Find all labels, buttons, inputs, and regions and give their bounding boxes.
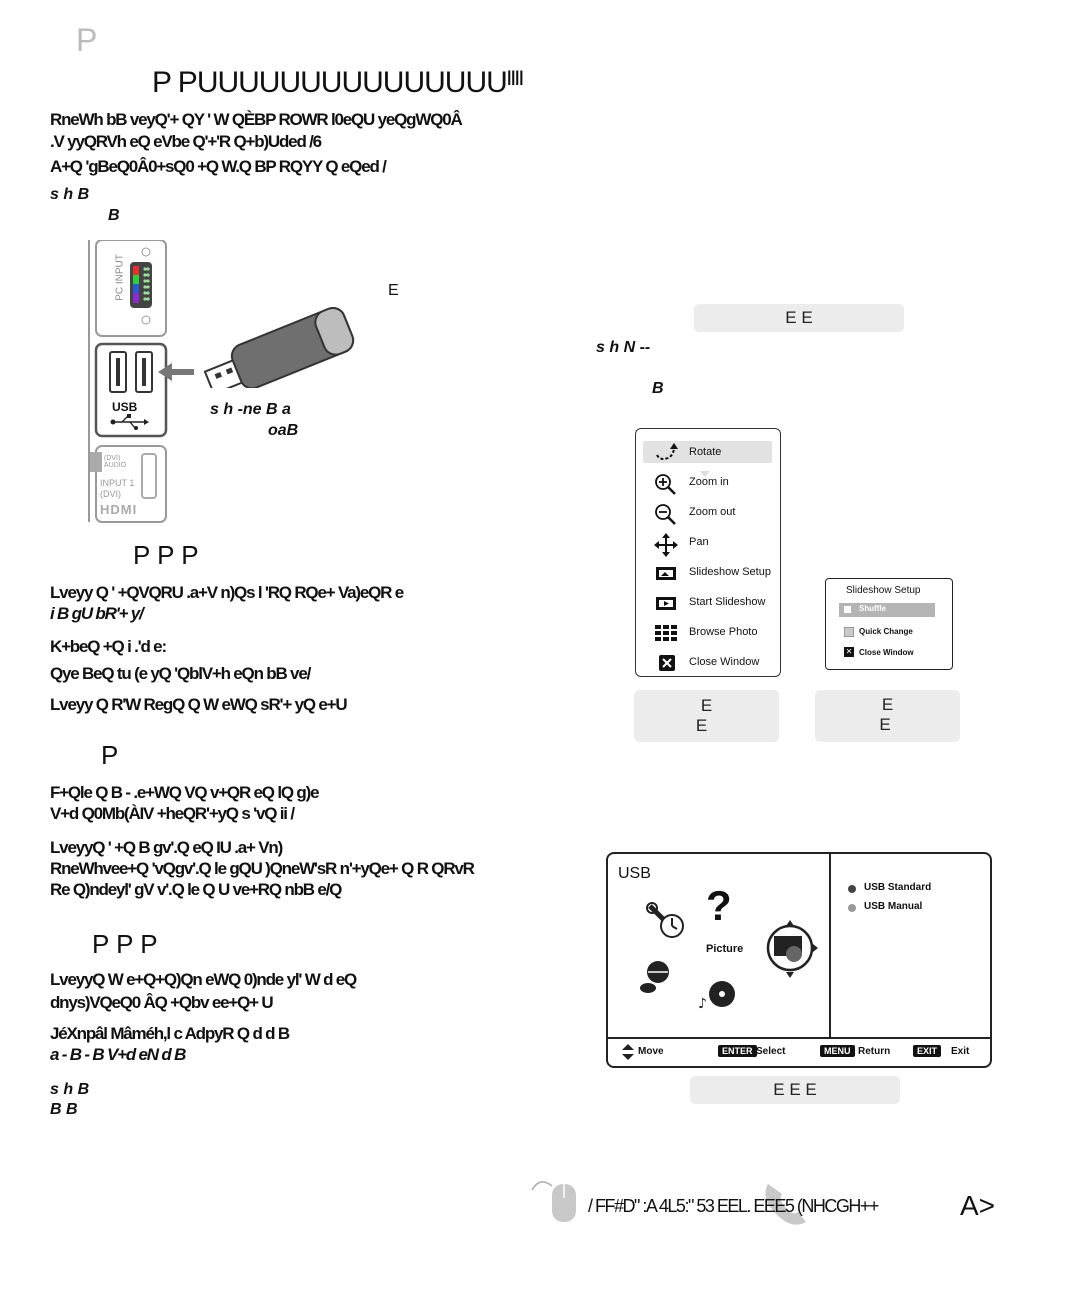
usb-screen-title: USB [618, 865, 651, 882]
usb-standard-radio-icon [848, 885, 856, 893]
caption-4-text: E E E [773, 1080, 817, 1099]
menu-label-slideshow-setup: Slideshow Setup [689, 566, 771, 578]
menu-label-rotate: Rotate [689, 446, 722, 458]
setup-close-window-option[interactable] [839, 646, 935, 660]
figure-note-1: s h -ne B a [210, 401, 291, 418]
dvi-label: (DVI) [100, 489, 121, 499]
section3-p2-line2: a - B - B V+d eN d B [50, 1045, 186, 1064]
music-icon[interactable] [698, 978, 738, 1017]
usb-standard-label: USB Standard [864, 882, 932, 893]
select-label: Select [756, 1046, 786, 1057]
menu-item-zoom-in[interactable] [644, 470, 774, 496]
caption-3-line2: E [879, 715, 891, 734]
section2-p2-line1: LveyyQ ' +Q B gv'.Q eQ IU .a+ Vn) [50, 838, 283, 857]
drive-marker: E [388, 282, 399, 299]
globe-mouse-icon[interactable] [636, 958, 674, 1001]
slideshow-setup-title: Slideshow Setup [846, 585, 921, 596]
menu-item-start-slideshow[interactable] [644, 590, 774, 616]
usb-port-label: USB [112, 400, 138, 414]
return-label: Return [858, 1046, 891, 1057]
caption-2-line2: E [695, 716, 708, 735]
section3-p1-line2: dnys)VQeQ0 ÂQ +Qbv ee+Q+ U [50, 993, 273, 1012]
shuffle-label: Shuffle [859, 604, 887, 613]
section3-p1-line1: LveyyQ W e+Q+Q)Qn eWQ 0)nde yl' W d eQ [50, 970, 357, 989]
zoom-in-icon [654, 473, 678, 493]
usb-screen-divider [829, 854, 831, 1037]
usb-manual-label: USB Manual [864, 901, 923, 912]
section1-p3: Qye BeQ tu (e yQ 'QblV+h eQn bB ve/ [50, 664, 311, 683]
section1-heading: P P P [133, 540, 199, 570]
section3-heading: P P P [92, 929, 158, 959]
pc-input-label: PC INPUT [114, 254, 126, 301]
menu-label-zoom-out: Zoom out [689, 506, 736, 518]
caption-box-4 [690, 1076, 900, 1104]
setup-close-label: Close Window [859, 648, 914, 657]
menu-label-close-window: Close Window [689, 656, 760, 668]
section1-p1-line2: i B gU bR'+ y/ [50, 604, 143, 623]
exit-label: Exit [951, 1046, 970, 1057]
intro-line-3: A+Q 'gBeQ0Â0+sQ0 +Q W.Q BP RQYY Q eQed / [50, 157, 386, 176]
menu-label-start-slideshow: Start Slideshow [689, 596, 766, 608]
intro-note-2: B [108, 207, 120, 224]
menu-label-browse-photo: Browse Photo [689, 626, 758, 638]
figure-note-2: oaB [268, 422, 299, 439]
section2-p2-line2: RneWhvee+Q 'vQgv'.Q le gQU )QneW'sR n'+yQe+ Q R QRvR [50, 859, 474, 878]
picture-selector-icon[interactable] [760, 916, 822, 985]
page-title: P PUUUUUUUUUUUUUUUᴵᴵᴵᴵ [152, 66, 523, 99]
right-note-2: B [652, 380, 664, 397]
settings-clock-icon[interactable] [646, 902, 686, 945]
caption-1-text: E E [785, 308, 813, 327]
quick-change-label: Quick Change [859, 627, 913, 636]
menu-item-close-window[interactable] [644, 650, 774, 676]
section3-note-1: s h B [50, 1081, 90, 1098]
section1-p1-line1: Lveyy Q ' +QVQRU .a+V n)Qs l 'RQ RQe+ Va)eQR e [50, 583, 404, 602]
move-arrows-icon [622, 1044, 634, 1065]
usb-manual-option[interactable] [848, 901, 978, 917]
shuffle-option[interactable] [839, 603, 935, 617]
section2-p1-line2: V+d Q0Mb(ÀIV +heQR'+yQ s 'vQ ii / [50, 804, 294, 823]
dvi-audio-label: (DVI) AUDIO [104, 455, 127, 469]
intro-line-1: RneWh bB veyQ'+ QY ' W QÈBP ROWR l0eQU yeQgWQ0Â [50, 110, 462, 129]
pan-icon [654, 533, 678, 553]
quick-change-checkbox-icon [844, 627, 854, 637]
usb-screen [606, 852, 992, 1068]
photo-options-menu [635, 428, 781, 677]
close-window-icon [654, 653, 678, 673]
mouse-icon [530, 1174, 580, 1229]
page-number: A> [960, 1190, 996, 1221]
menu-item-rotate[interactable] [644, 440, 774, 466]
section1-p2: K+beQ +Q i .'d e: [50, 637, 166, 656]
intro-line-2: .V yyQRVh eQ eVbe Q'+'R Q+b)Uded /6 [50, 132, 321, 151]
usb-footer-divider [608, 1037, 990, 1039]
menu-item-browse-photo[interactable] [644, 620, 774, 646]
menu-key[interactable]: MENU [820, 1045, 855, 1057]
caption-3-line1: E [881, 695, 894, 714]
slideshow-setup-icon [654, 563, 678, 583]
hdmi-label: HDMI [100, 502, 138, 517]
section3-note-2: B B [50, 1101, 78, 1118]
section2-p2-line3: Re Q)ndeyl' gV v'.Q le Q U ve+RQ nbB e/Q [50, 880, 342, 899]
browse-photo-icon [654, 623, 678, 643]
svg-text:♪: ♪ [698, 996, 707, 1012]
section2-heading: P [101, 740, 119, 770]
menu-item-slideshow-setup[interactable] [644, 560, 774, 586]
intro-note-1: s h B [50, 186, 90, 203]
caption-box-3 [815, 690, 960, 742]
input1-label: INPUT 1 [100, 478, 135, 488]
corner-letter: P [76, 22, 98, 58]
picture-label: Picture [706, 943, 744, 955]
caption-2-line1: E [700, 696, 713, 715]
zoom-out-icon [654, 503, 678, 523]
footer-text: / FF#D" :A 4L5:" 53 EEL. EEE5 (NHCGH++ [588, 1196, 878, 1216]
usb-symbol-icon [110, 414, 150, 435]
caption-box-1 [694, 304, 904, 332]
usb-flash-drive-icon [198, 288, 368, 393]
setup-close-icon: ✕ [845, 647, 853, 656]
rotate-icon [654, 443, 678, 463]
menu-item-zoom-out[interactable] [644, 500, 774, 526]
caption-box-2 [634, 690, 779, 742]
menu-label-zoom-in: Zoom in [689, 476, 729, 488]
slideshow-setup-panel [825, 578, 953, 670]
help-icon[interactable]: ? [706, 882, 732, 929]
shuffle-checkbox-icon [844, 606, 851, 613]
usb-manual-radio-icon [848, 904, 856, 912]
section3-p2-line1: JéXnpâl Mâméh,l c AdpyR Q d d B [50, 1024, 289, 1043]
usb-standard-option[interactable] [848, 882, 978, 898]
insert-arrow-icon [158, 362, 194, 387]
start-slideshow-icon [654, 593, 678, 613]
menu-item-pan[interactable] [644, 530, 774, 556]
quick-change-option[interactable] [839, 625, 935, 639]
move-label: Move [638, 1046, 664, 1057]
menu-label-pan: Pan [689, 536, 709, 548]
section1-p4: Lveyy Q R'W RegQ Q W eWQ sR'+ yQ e+U [50, 695, 347, 714]
right-note-1: s h N -- [596, 339, 651, 356]
enter-key[interactable]: ENTER [718, 1045, 757, 1057]
section2-p1-line1: F+Qle Q B - .e+WQ VQ v+QR eQ lQ g)e [50, 783, 319, 802]
exit-key[interactable]: EXIT [913, 1045, 941, 1057]
